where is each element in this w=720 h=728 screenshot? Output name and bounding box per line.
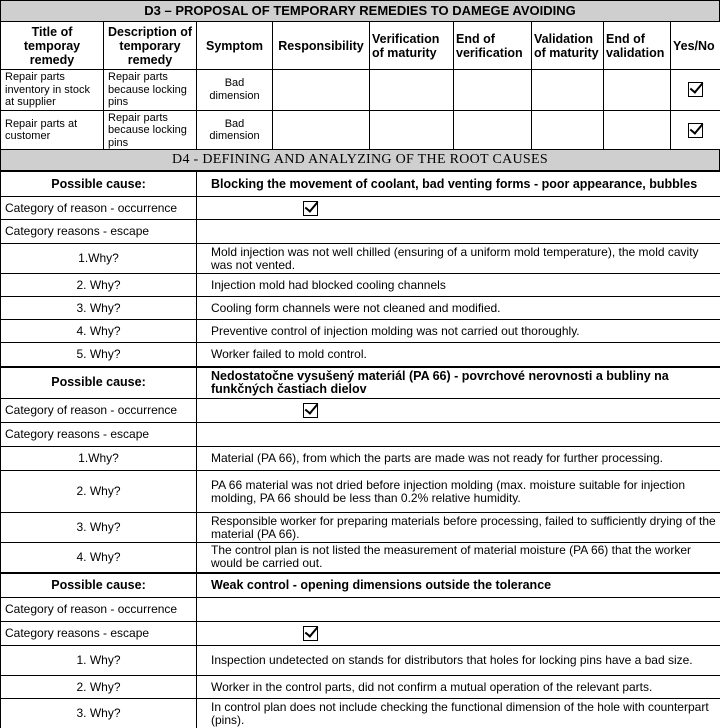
why-answer: Cooling form channels were not cleaned and modified.	[197, 297, 720, 320]
why-row	[1, 543, 720, 573]
remedy-validation	[532, 70, 604, 111]
why-label: 3. Why?	[1, 297, 197, 320]
remedy-end-verification	[454, 70, 532, 111]
why-row	[1, 320, 720, 343]
col-header-verification: Verification of maturity	[370, 22, 454, 70]
col-header-symptom: Symptom	[197, 22, 273, 70]
cause-row	[1, 573, 720, 598]
possible-cause-label: Possible cause:	[1, 367, 197, 399]
escape-cell	[197, 220, 720, 244]
why-label: 3. Why?	[1, 513, 197, 543]
remedy-title: Repair parts inventory in stock at supplier	[1, 70, 104, 111]
remedy-symptom: Bad dimension	[197, 110, 273, 151]
table-row	[1, 70, 720, 111]
why-answer: The control plan is not listed the measurement of material moisture (PA 66) that the worker would be carried out.	[197, 543, 720, 573]
why-row	[1, 447, 720, 471]
why-label: 2. Why?	[1, 471, 197, 513]
checkbox-checked-icon[interactable]	[303, 403, 318, 418]
escape-label: Category reasons - escape	[1, 220, 197, 244]
why-label: 5. Why?	[1, 343, 197, 367]
why-label: 3. Why?	[1, 699, 197, 728]
remedy-end-validation	[604, 70, 671, 111]
checkbox-checked-icon[interactable]	[303, 626, 318, 641]
remedy-symptom: Bad dimension	[197, 70, 273, 111]
remedy-responsibility	[273, 110, 370, 151]
escape-row	[1, 622, 720, 646]
why-label: 1.Why?	[1, 447, 197, 471]
checkbox-checked-icon[interactable]	[688, 82, 703, 97]
d4-section-title: D4 - DEFINING AND ANALYZING OF THE ROOT CAUSES	[0, 149, 720, 171]
occurrence-row	[1, 197, 720, 220]
possible-cause-text: Nedostatočne vysušený materiál (PA 66) - povrchové nerovnosti a bubliny na funkčných častiach dielov	[197, 367, 720, 399]
remedy-description: Repair parts because locking pins	[104, 110, 197, 151]
remedy-end-validation	[604, 110, 671, 151]
why-answer: Mold injection was not well chilled (ensuring of a uniform mold temperature), the mold cavity was not vented.	[197, 244, 720, 274]
col-header-validation: Validation of maturity	[532, 22, 604, 70]
why-answer: Worker in the control parts, did not confirm a mutual operation of the relevant parts.	[197, 676, 720, 699]
possible-cause-label: Possible cause:	[1, 573, 197, 598]
possible-cause-text: Weak control - opening dimensions outside the tolerance	[197, 573, 720, 598]
d4-root-causes-table	[0, 171, 720, 728]
why-label: 4. Why?	[1, 320, 197, 343]
escape-label: Category reasons - escape	[1, 423, 197, 447]
col-header-description: Description of temporary remedy	[104, 22, 197, 70]
why-row	[1, 244, 720, 274]
remedy-validation	[532, 110, 604, 151]
occurrence-row	[1, 399, 720, 423]
table-row	[1, 110, 720, 151]
d3-section-title: D3 – PROPOSAL OF TEMPORARY REMEDIES TO DAMEGE AVOIDING	[0, 0, 720, 22]
occurrence-label: Category of reason - occurrence	[1, 197, 197, 220]
escape-label: Category reasons - escape	[1, 622, 197, 646]
why-answer: Responsible worker for preparing materials before processing, failed to sufficiently drying of the material (PA 66).	[197, 513, 720, 543]
why-row	[1, 297, 720, 320]
remedy-end-verification	[454, 110, 532, 151]
escape-row	[1, 220, 720, 244]
cause-row	[1, 367, 720, 399]
why-label: 1.Why?	[1, 244, 197, 274]
occurrence-label: Category of reason - occurrence	[1, 399, 197, 423]
why-row	[1, 676, 720, 699]
possible-cause-label: Possible cause:	[1, 172, 197, 197]
why-row	[1, 646, 720, 676]
remedy-description: Repair parts because locking pins	[104, 70, 197, 111]
why-answer: Worker failed to mold control.	[197, 343, 720, 367]
why-answer: PA 66 material was not dried before injection molding (max. moisture suitable for injection molding, PA 66 should be less than 0.2% relative humidity.	[197, 471, 720, 513]
col-header-title: Title of temporay remedy	[1, 22, 104, 70]
col-header-end-verification: End of verification	[454, 22, 532, 70]
occurrence-cell	[197, 598, 720, 622]
checkbox-checked-icon[interactable]	[303, 201, 318, 216]
remedy-responsibility	[273, 70, 370, 111]
remedy-verification	[370, 70, 454, 111]
why-label: 2. Why?	[1, 274, 197, 297]
d3-remedies-table	[0, 21, 720, 151]
why-row	[1, 699, 720, 728]
why-row	[1, 274, 720, 297]
why-answer: Inspection undetected on stands for distributors that holes for locking pins have a bad size.	[197, 646, 720, 676]
why-row	[1, 471, 720, 513]
why-row	[1, 513, 720, 543]
possible-cause-text: Blocking the movement of coolant, bad venting forms - poor appearance, bubbles	[197, 172, 720, 197]
remedy-yes-no	[671, 70, 720, 111]
col-header-yes-no: Yes/No	[671, 22, 720, 70]
why-label: 4. Why?	[1, 543, 197, 573]
col-header-end-validation: End of validation	[604, 22, 671, 70]
d3-header-row	[1, 22, 720, 70]
escape-row	[1, 423, 720, 447]
why-label: 1. Why?	[1, 646, 197, 676]
col-header-responsibility: Responsibility	[273, 22, 370, 70]
why-answer: Preventive control of injection molding was not carried out thoroughly.	[197, 320, 720, 343]
escape-cell	[197, 622, 720, 646]
why-answer: In control plan does not include checking the functional dimension of the hole with counterpart (pins).	[197, 699, 720, 728]
remedy-verification	[370, 110, 454, 151]
checkbox-checked-icon[interactable]	[688, 123, 703, 138]
remedy-yes-no	[671, 110, 720, 151]
escape-cell	[197, 423, 720, 447]
occurrence-row	[1, 598, 720, 622]
occurrence-cell	[197, 197, 720, 220]
why-row	[1, 343, 720, 367]
cause-row	[1, 172, 720, 197]
remedy-title: Repair parts at customer	[1, 110, 104, 151]
occurrence-label: Category of reason - occurrence	[1, 598, 197, 622]
why-label: 2. Why?	[1, 676, 197, 699]
why-answer: Material (PA 66), from which the parts are made was not ready for further processing.	[197, 447, 720, 471]
occurrence-cell	[197, 399, 720, 423]
why-answer: Injection mold had blocked cooling channels	[197, 274, 720, 297]
